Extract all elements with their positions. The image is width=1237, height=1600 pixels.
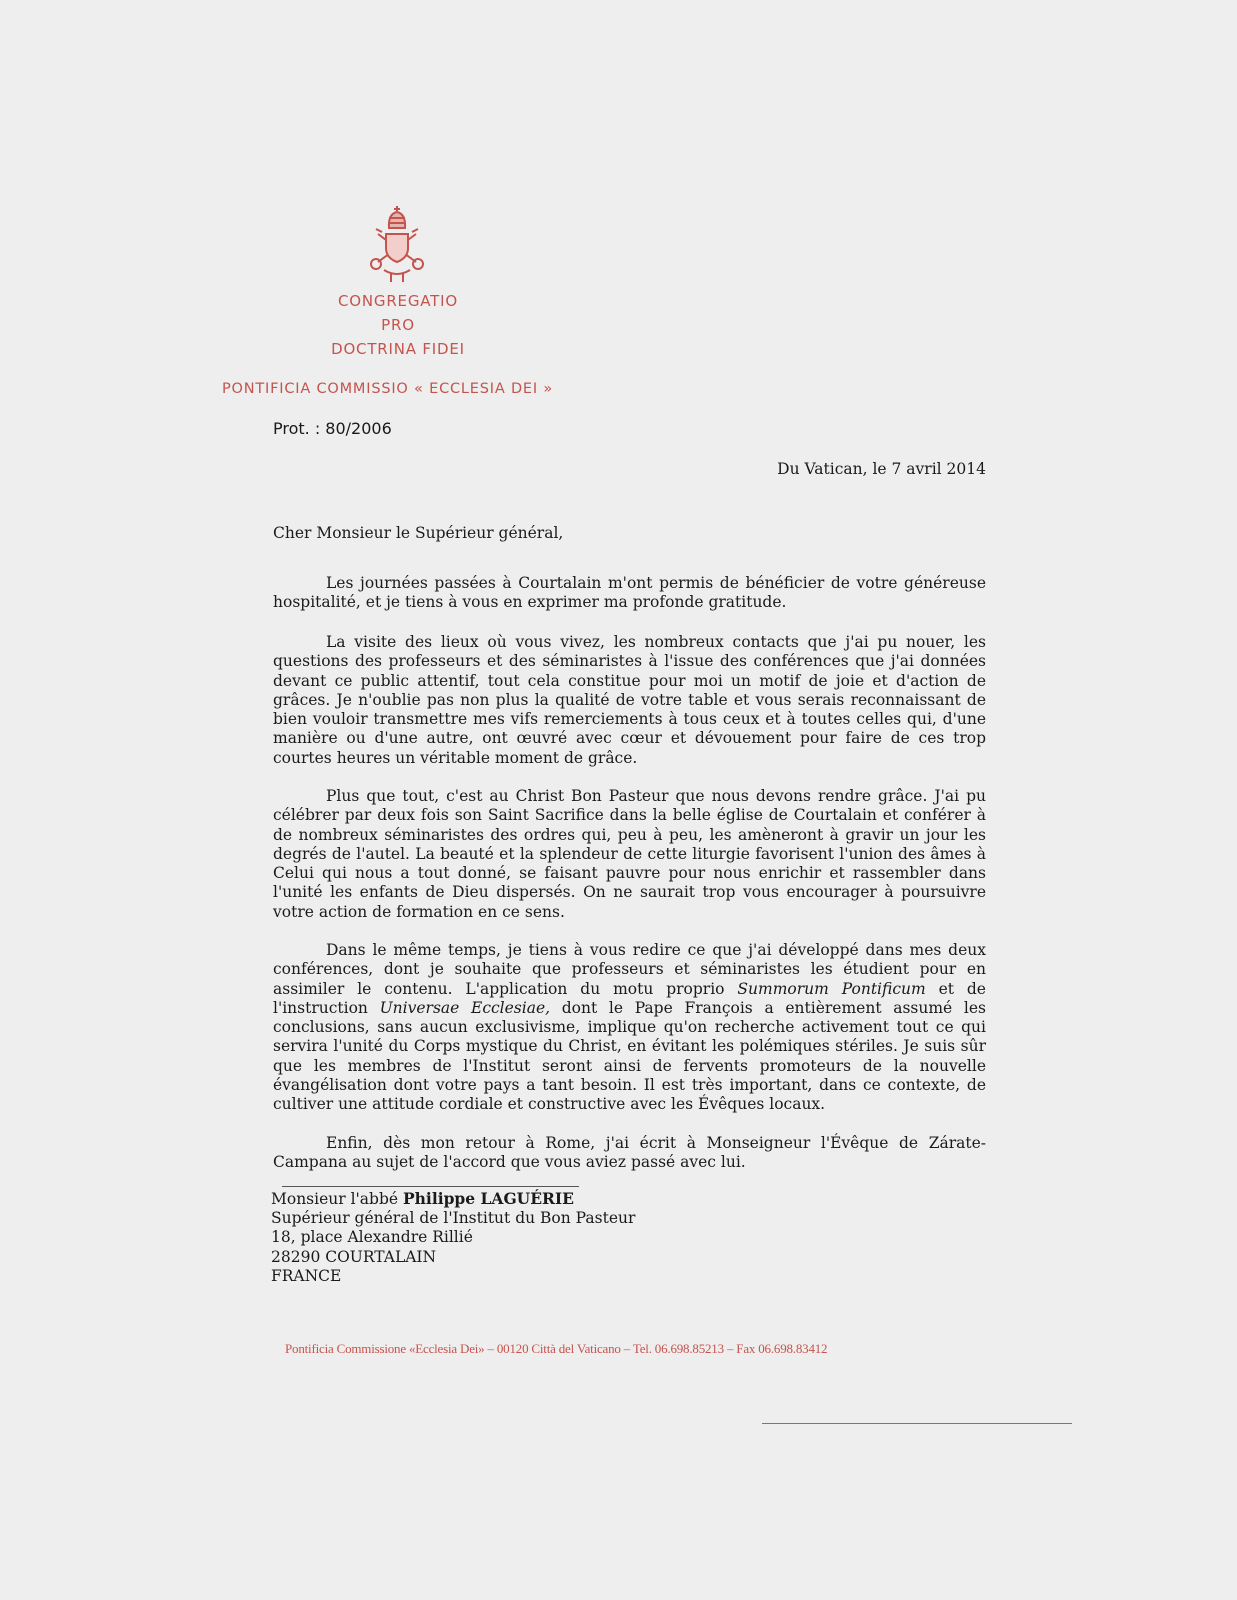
summorum-pontificum-title: Summorum Pontificum: [737, 979, 926, 998]
letterhead-doctrina-fidei: DOCTRINA FIDEI: [331, 340, 465, 358]
recipient-title: Supérieur général de l'Institut du Bon Pasteur: [271, 1209, 636, 1228]
letterhead-commission: PONTIFICIA COMMISSIO « ECCLESIA DEI »: [222, 381, 554, 397]
recipient-street: 18, place Alexandre Rillié: [271, 1228, 473, 1247]
papal-emblem-icon: [366, 204, 428, 284]
paragraph-4: [273, 941, 986, 1115]
paragraph-4-part-c: dont le Pape François a entièrement assumé les conclusions, sans aucun exclusivisme, implique qu'on recherche activement tout ce qui servira l'unité du Corps mystique du Christ, en évitant les polémiques stériles. Je suis sûr que les membres de l'Institut seront ainsi de fervents promoteurs de la nouvelle évangélisation dont votre pays a tant besoin. Il est très important, dans ce contexte, de cultiver une attitude cordiale et constructive avec les Évêques locaux.: [273, 998, 986, 1114]
recipient-name-line: [271, 1189, 635, 1209]
recipient-address: [271, 1189, 635, 1286]
recipient-country: FRANCE: [271, 1266, 342, 1285]
paragraph-2: [273, 633, 986, 768]
paragraph-4-text: [273, 941, 986, 1115]
recipient-name: Philippe LAGUÉRIE: [403, 1189, 574, 1208]
paragraph-5: [273, 1134, 986, 1173]
bottom-rule: [762, 1423, 1072, 1424]
paragraph-3-text: Plus que tout, c'est au Christ Bon Pasteur que nous devons rendre grâce. J'ai pu célébrer par deux fois son Saint Sacrifice dans la belle église de Courtalain et conférer à de nombreux séminaristes des ordres qui, peu à peu, les amèneront à gravir un jour les degrés de l'autel. La beauté et la splendeur de cette liturgie favorisent l'union des âmes à Celui qui nous a tout donné, se faisant pauvre pour nous enrichir et rassembler dans l'unité les enfants de Dieu dispersés. On ne saurait trop vous encourager à poursuivre votre action de formation en ce sens.: [273, 787, 986, 921]
paragraph-4-part-a: Dans le même temps, je tiens à vous redire ce que j'ai développé dans mes deux conférences, dont je souhaite que professeurs et séminaristes les étudient pour en assimiler le contenu. L'application du motu proprio: [273, 941, 986, 998]
paragraph-2-text: La visite des lieux où vous vivez, les nombreux contacts que j'ai pu nouer, les questions des professeurs et des séminaristes à l'issue des conférences que j'ai données devant ce public attentif, tout cela constitue pour moi un motif de joie et d'action de grâces. Je n'oublie pas non plus la qualité de votre table et vous serais reconnaissant de bien vouloir transmettre mes vifs remerciements à tous ceux et à toutes celles qui, d'une manière ou d'une autre, ont œuvré avec cœur et dévouement pour faire de ces trop courtes heures un véritable moment de grâce.: [273, 633, 986, 767]
paragraph-1-text: Les journées passées à Courtalain m'ont permis de bénéficier de votre généreuse hospitalité, et je tiens à vous en exprimer ma profonde gratitude.: [273, 574, 986, 612]
separator-line: [282, 1186, 579, 1187]
date-line: Du Vatican, le 7 avril 2014: [777, 460, 986, 478]
footer-contact: Pontificia Commissione «Ecclesia Dei» – 00120 Città del Vaticano – Tel. 06.698.85213 – Fax 06.698.83412: [285, 1341, 828, 1356]
paragraph-1: [273, 574, 986, 613]
paragraph-4-part-b: et de l'instruction: [273, 979, 986, 1017]
letterhead-congregation: CONGREGATIO: [338, 292, 458, 310]
letterhead-pro: PRO: [381, 316, 415, 334]
paragraph-5-text: Enfin, dès mon retour à Rome, j'ai écrit à Monseigneur l'Évêque de Zárate-Campana au sujet de l'accord que vous aviez passé avec lui.: [273, 1134, 986, 1172]
universae-ecclesiae-title: Universae Ecclesiae,: [379, 998, 551, 1017]
protocol-number: Prot. : 80/2006: [273, 419, 392, 438]
salutation: Cher Monsieur le Supérieur général,: [273, 524, 564, 542]
paragraph-3: [273, 787, 986, 922]
recipient-city: 28290 COURTALAIN: [271, 1247, 437, 1266]
recipient-prefix: Monsieur l'abbé: [271, 1190, 403, 1208]
